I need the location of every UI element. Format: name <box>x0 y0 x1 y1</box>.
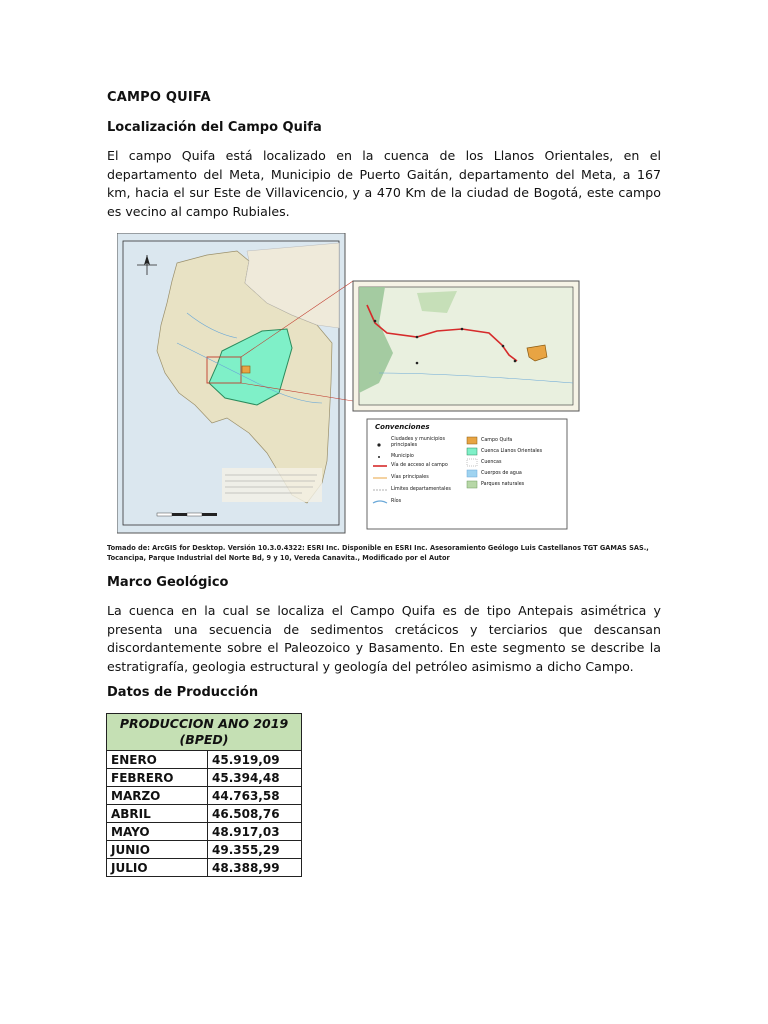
legend-title: Convenciones <box>375 423 430 431</box>
month-cell: JUNIO <box>107 841 208 859</box>
table-row <box>107 787 302 805</box>
legend-item: Vía de acceso al campo <box>391 463 448 468</box>
value-cell: 49.355,29 <box>208 841 302 859</box>
value-cell: 44.763,58 <box>208 787 302 805</box>
section-heading-datos-produccion: Datos de Producción <box>107 685 259 700</box>
table-row <box>107 805 302 823</box>
month-cell: ABRIL <box>107 805 208 823</box>
value-cell: 45.919,09 <box>208 751 302 769</box>
section-heading-marco-geologico: Marco Geológico <box>107 575 229 590</box>
location-map-figure <box>117 233 589 538</box>
paragraph-localizacion: El campo Quifa está localizado en la cuenca de los Llanos Orientales, en el departamento del Meta, Municipio de Puerto Gaitán, departamento del Meta, a 167 km, hacia el sur Este de Villavicencio, y a 470 Km de la ciudad de Bogotá, este campo es vecino al campo Rubiales. <box>107 148 661 219</box>
month-cell: JULIO <box>107 859 208 877</box>
section-heading-localizacion: Localización del Campo Quifa <box>107 120 322 135</box>
table-row <box>107 823 302 841</box>
table-row <box>107 769 302 787</box>
month-cell: FEBRERO <box>107 769 208 787</box>
value-cell: 48.388,99 <box>208 859 302 877</box>
figure-caption: Tomado de: ArcGIS for Desktop. Versión 10.3.0.4322: ESRI Inc. Disponible en ESRI Inc. Asesoramiento Geólogo Luis Castellanos TGT GAMAS SAS., Tocancipa, Parque Industrial del Norte Bd, 9 y 10, Vereda Canavita., Modificado por el Autor <box>107 544 649 562</box>
month-cell: MAYO <box>107 823 208 841</box>
value-cell: 46.508,76 <box>208 805 302 823</box>
legend-item: Parques naturales <box>481 482 525 487</box>
month-cell: ENERO <box>107 751 208 769</box>
table-header: PRODUCCION ANO 2019 (BPED) <box>107 714 302 751</box>
production-table <box>106 713 302 877</box>
legend-item: Cuenca Llanos Orientales <box>481 449 543 454</box>
legend-item: Municipio <box>391 454 414 459</box>
table-row <box>107 841 302 859</box>
table-row <box>107 859 302 877</box>
legend-item: Ríos <box>391 499 402 504</box>
document-title: CAMPO QUIFA <box>107 90 211 105</box>
location-map <box>117 233 589 538</box>
legend-item: Cuencas <box>481 460 502 465</box>
legend-item: Vías principales <box>391 475 429 480</box>
value-cell: 48.917,03 <box>208 823 302 841</box>
legend-item: Límites departamentales <box>391 487 451 492</box>
legend-item: Cuerpos de agua <box>481 471 522 476</box>
month-cell: MARZO <box>107 787 208 805</box>
legend-item: Campo Quifa <box>481 438 513 443</box>
legend-item: Ciudades y municipios principales <box>391 437 445 448</box>
paragraph-marco-geologico: La cuenca en la cual se localiza el Campo Quifa es de tipo Antepais asimétrica y presenta una secuencia de sedimentos cretácicos y terciarios que descansan discordantemente sobre el Paleozoico y Basamento. En este segmento se describe la estratigrafía, geologia estructural y geología del petróleo asimismo a dicho Campo. <box>107 603 661 674</box>
value-cell: 45.394,48 <box>208 769 302 787</box>
table-row <box>107 751 302 769</box>
